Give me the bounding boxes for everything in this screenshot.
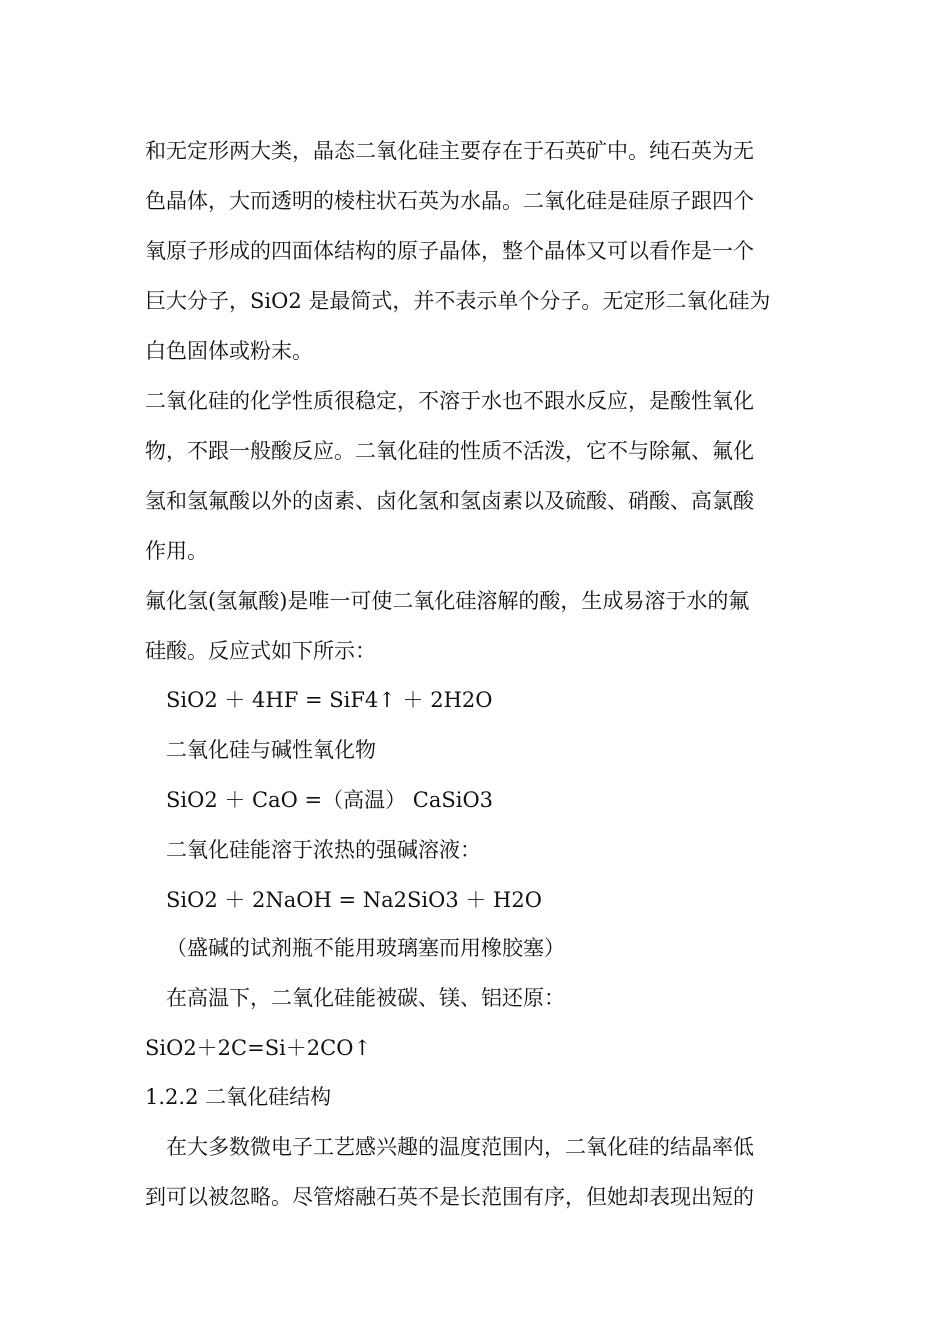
text-line: 到可以被忽略。尽管熔融石英不是长范围有序，但她却表现出短的 (145, 1185, 754, 1209)
text-line: 在高温下，二氧化硅能被碳、镁、铝还原： (166, 986, 565, 1010)
equation-line: SiO2 ＋ 4HF = SiF4↑ ＋ 2H2O (166, 688, 493, 712)
text-line: 氢和氢氟酸以外的卤素、卤化氢和氢卤素以及硫酸、硝酸、高氯酸 (145, 489, 754, 513)
text-line: 色晶体，大而透明的棱柱状石英为水晶。二氧化硅是硅原子跟四个 (145, 189, 754, 213)
section-heading: 1.2.2 二氧化硅结构 (145, 1085, 332, 1109)
text-line: 硅酸。反应式如下所示： (145, 639, 376, 663)
text-line: 氟化氢(氢氟酸)是唯一可使二氧化硅溶解的酸，生成易溶于水的氟 (145, 589, 750, 613)
text-line: 氧原子形成的四面体结构的原子晶体，整个晶体又可以看作是一个 (145, 239, 754, 263)
text-line: 巨大分子，SiO2 是最简式，并不表示单个分子。无定形二氧化硅为 (145, 289, 771, 313)
equation-line: SiO2 ＋ CaO =（高温） CaSiO3 (166, 788, 494, 812)
text-line: 和无定形两大类，晶态二氧化硅主要存在于石英矿中。纯石英为无 (145, 139, 754, 163)
text-line: 二氧化硅与碱性氧化物 (166, 738, 376, 762)
text-line: 物，不跟一般酸反应。二氧化硅的性质不活泼，它不与除氟、氟化 (145, 439, 754, 463)
text-line: 二氧化硅能溶于浓热的强碱溶液： (166, 838, 481, 862)
text-line: 作用。 (145, 539, 208, 563)
equation-line: SiO2 ＋ 2NaOH = Na2SiO3 ＋ H2O (166, 888, 542, 912)
text-line: 白色固体或粉末。 (145, 339, 313, 363)
text-line: （盛碱的试剂瓶不能用玻璃塞而用橡胶塞） (166, 936, 565, 960)
text-line: 二氧化硅的化学性质很稳定，不溶于水也不跟水反应，是酸性氧化 (145, 389, 754, 413)
equation-line: SiO2＋2C=Si＋2CO↑ (145, 1036, 372, 1060)
text-line: 在大多数微电子工艺感兴趣的温度范围内，二氧化硅的结晶率低 (166, 1135, 754, 1159)
